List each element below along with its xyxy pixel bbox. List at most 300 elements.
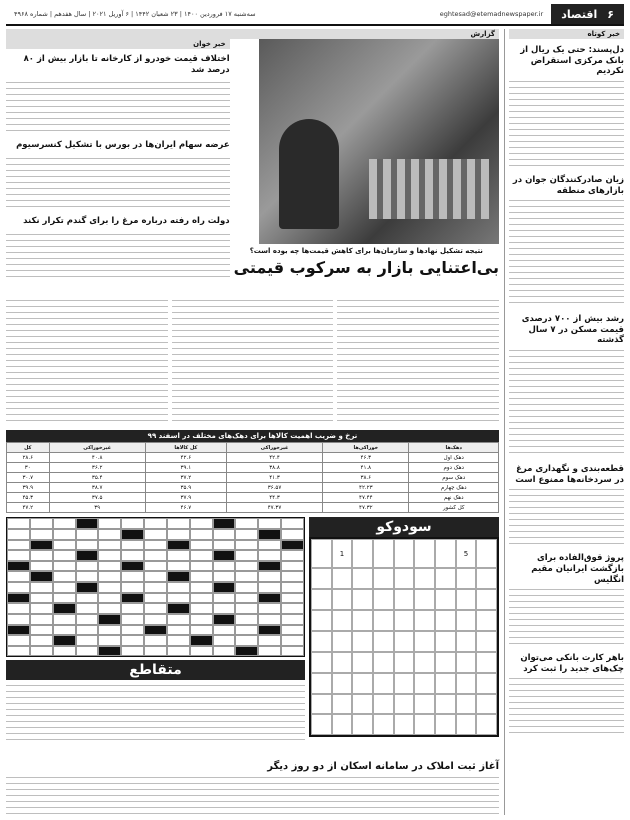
table-header-cell: کل	[7, 443, 50, 453]
crossword-cell	[213, 582, 236, 593]
crossword-cell	[121, 593, 144, 604]
sudoku-cell	[332, 589, 353, 610]
sudoku-cell	[476, 714, 497, 735]
sudoku-cell	[373, 652, 394, 673]
crossword-cell	[76, 540, 99, 551]
crossword-cell	[144, 614, 167, 625]
sudoku-cell	[373, 539, 394, 568]
table-cell: ۲۸.۶	[7, 453, 50, 463]
crossword-cell	[53, 571, 76, 582]
table-body	[7, 453, 499, 513]
table-row	[7, 483, 499, 493]
crossword-clues	[6, 683, 305, 743]
crossword-cell	[30, 571, 53, 582]
crossword-cell	[190, 625, 213, 636]
crossword-cell	[281, 603, 304, 614]
sudoku-cell	[435, 714, 456, 735]
body-text	[509, 487, 624, 547]
sudoku-cell	[311, 631, 332, 652]
crossword-cell	[30, 518, 53, 529]
short-news-title: زیان صادرکنندگان جوان در بازارهای منطقه	[512, 174, 624, 196]
table-row	[7, 453, 499, 463]
crossword-cell	[235, 561, 258, 572]
section-tab	[551, 4, 624, 24]
crossword-cell	[190, 571, 213, 582]
crossword-cell	[258, 529, 281, 540]
page-number: ۶	[607, 7, 614, 21]
crossword-cell	[98, 571, 121, 582]
crossword-cell	[144, 603, 167, 614]
sudoku-cell	[332, 673, 353, 694]
sudoku-cell	[476, 694, 497, 715]
short-news-4	[509, 462, 624, 547]
sudoku-cell	[394, 610, 415, 631]
side-story-title: دولت راه رفته درباره مرغ را برای گندم تکرار نکند	[23, 215, 230, 226]
sudoku-cell	[414, 539, 435, 568]
crossword-cell	[121, 550, 144, 561]
body-text	[509, 587, 624, 647]
crossword-cell	[258, 646, 281, 657]
crossword-cell	[258, 540, 281, 551]
article-body	[337, 298, 499, 426]
bottom-row	[6, 759, 499, 816]
crossword-cell	[281, 571, 304, 582]
body-text	[509, 676, 624, 736]
sudoku-block	[309, 517, 499, 754]
crossword-cell	[235, 625, 258, 636]
crossword-cell	[190, 593, 213, 604]
crossword-cell	[144, 625, 167, 636]
crossword-cell	[190, 614, 213, 625]
crossword-cell	[7, 593, 30, 604]
crossword-cell	[53, 518, 76, 529]
table-header-cell: غیرخوراکی	[49, 443, 145, 453]
crossword-cell	[258, 550, 281, 561]
sudoku-cell	[373, 631, 394, 652]
table-cell: ۳۸.۷	[49, 483, 145, 493]
sudoku-cell	[435, 568, 456, 589]
side-story-title: عرضه سهام ایران‌ها در بورس با تشکیل کنسرسیوم	[16, 140, 230, 151]
table-cell: ۳۵.۴	[49, 473, 145, 483]
crossword-cell	[7, 518, 30, 529]
crossword-cell	[258, 593, 281, 604]
crossword-cell	[30, 550, 53, 561]
crossword-cell	[235, 529, 258, 540]
table-cell: دهک سوم	[409, 473, 499, 483]
crossword-cell	[98, 550, 121, 561]
sudoku-cell	[456, 589, 477, 610]
crossword-cell	[167, 529, 190, 540]
crossword-cell	[235, 550, 258, 561]
table-header-cell: غیرخوراکی	[226, 443, 322, 453]
crossword-cell	[7, 561, 30, 572]
crossword-title: متقاطع	[6, 660, 305, 680]
table-header-cell: کل کالاها	[145, 443, 226, 453]
sudoku-title: سودوکو	[309, 517, 499, 537]
sudoku-cell	[456, 652, 477, 673]
sudoku-cell	[332, 631, 353, 652]
sudoku-cell	[352, 694, 373, 715]
date-line: سه‌شنبه ۱۷ فروردین ۱۴۰۰ | ۲۳ شعبان ۱۴۴۲ | ۶ آوریل ۲۰۲۱ | سال هفدهم | شماره ۴۹۶۸	[14, 10, 256, 18]
side-stories	[6, 39, 230, 294]
masthead	[6, 4, 624, 26]
sudoku-cell	[394, 694, 415, 715]
crossword-cell	[235, 603, 258, 614]
article-body	[6, 298, 168, 426]
sudoku-grid	[309, 537, 499, 737]
crossword-cell	[121, 561, 144, 572]
table-cell: ۴۶.۷	[145, 503, 226, 513]
crossword-cell	[7, 646, 30, 657]
crossword-cell	[190, 518, 213, 529]
table-cell: ۳۹	[49, 503, 145, 513]
sudoku-cell	[311, 652, 332, 673]
sudoku-cell	[414, 673, 435, 694]
crossword-cell	[167, 593, 190, 604]
crossword-grid	[6, 517, 305, 657]
table-cell: ۴۵.۳	[7, 493, 50, 503]
crossword-cell	[76, 646, 99, 657]
crossword-cell	[98, 582, 121, 593]
crossword-cell	[7, 540, 30, 551]
crossword-cell	[235, 593, 258, 604]
crossword-cell	[258, 571, 281, 582]
sudoku-cell	[435, 610, 456, 631]
mid-row	[6, 298, 499, 426]
table-cell: ۴۷.۴۴	[323, 493, 409, 503]
table-cell: ۴۷.۳۷	[226, 503, 322, 513]
short-news-2	[509, 173, 624, 308]
crossword-cell	[53, 550, 76, 561]
bottom-article	[6, 759, 499, 816]
short-news-title: دل‌پسند: حتی یک ریال از بانک مرکزی استقراض نکردیم	[520, 45, 624, 77]
short-news-title: قطعه‌بندی و نگهداری مرغ در سردخانه‌ها ممنوع است	[515, 464, 624, 485]
crossword-cell	[167, 518, 190, 529]
sudoku-cell	[456, 568, 477, 589]
main-headline: بی‌اعتنایی بازار به سرکوب قیمتی	[233, 258, 499, 277]
table-cell: ۴۷.۳۲	[323, 503, 409, 513]
crossword-cell	[281, 635, 304, 646]
sudoku-cell	[332, 694, 353, 715]
table-cell: ۳۶.۲	[49, 463, 145, 473]
crossword-cell	[121, 635, 144, 646]
sudoku-cell	[414, 610, 435, 631]
crossword-cell	[98, 529, 121, 540]
crossword-cell	[190, 529, 213, 540]
right-column	[504, 29, 624, 815]
sudoku-cell	[332, 652, 353, 673]
sudoku-cell	[476, 610, 497, 631]
crossword-cell	[98, 603, 121, 614]
crossword-cell	[258, 582, 281, 593]
crossword-cell	[7, 614, 30, 625]
crossword-cell	[235, 635, 258, 646]
crossword-cell	[144, 561, 167, 572]
table-cell: ۴۲.۴	[226, 453, 322, 463]
table-row	[7, 503, 499, 513]
crossword-cell	[98, 518, 121, 529]
sudoku-cell	[332, 610, 353, 631]
crossword-cell	[53, 561, 76, 572]
crossword-cell	[121, 582, 144, 593]
crossword-cell	[121, 614, 144, 625]
crossword-cell	[98, 646, 121, 657]
market-photo	[259, 39, 499, 244]
crossword-cell	[98, 614, 121, 625]
sudoku-cell	[435, 539, 456, 568]
crossword-cell	[281, 550, 304, 561]
crossword-cell	[235, 614, 258, 625]
table-cell: دهک دوم	[409, 463, 499, 473]
table-cell: ۴۱.۳	[226, 473, 322, 483]
crossword-cell	[258, 625, 281, 636]
sudoku-cell	[414, 652, 435, 673]
crossword-cell	[167, 561, 190, 572]
crossword-cell	[53, 582, 76, 593]
crossword-cell	[76, 582, 99, 593]
crossword-cell	[30, 582, 53, 593]
crossword-cell	[213, 518, 236, 529]
crossword-cell	[258, 614, 281, 625]
crossword-cell	[190, 603, 213, 614]
short-news-title: باهر کارت بانکی می‌توان چک‌های جدید را ثبت کرد	[520, 653, 624, 674]
table-cell: ۳۵.۹	[145, 483, 226, 493]
sudoku-cell	[414, 589, 435, 610]
right-column-label: خبر کوتاه	[509, 29, 624, 39]
crossword-cell	[281, 518, 304, 529]
index-table	[6, 442, 499, 513]
crossword-cell	[53, 593, 76, 604]
lead-story	[234, 39, 499, 294]
crossword-cell	[121, 646, 144, 657]
table-cell: ۳۷.۲	[145, 473, 226, 483]
crossword-cell	[144, 529, 167, 540]
main-column	[6, 29, 499, 815]
table-row	[7, 473, 499, 483]
table-header-cell: دهک‌ها	[409, 443, 499, 453]
table-cell: ۳۹.۱	[145, 463, 226, 473]
crossword-cell	[98, 540, 121, 551]
sudoku-cell	[456, 673, 477, 694]
crossword-cell	[98, 625, 121, 636]
table-cell: ۴۶.۳	[323, 453, 409, 463]
crossword-cell	[281, 529, 304, 540]
crossword-cell	[53, 635, 76, 646]
crossword-cell	[258, 603, 281, 614]
crossword-cell	[167, 571, 190, 582]
crossword-cell	[235, 582, 258, 593]
table-cell: ۴۰.۸	[49, 453, 145, 463]
crossword-cell	[235, 646, 258, 657]
crossword-cell	[213, 614, 236, 625]
crossword-cell	[76, 614, 99, 625]
sudoku-cell	[352, 539, 373, 568]
crossword-cell	[167, 635, 190, 646]
sudoku-cell	[414, 694, 435, 715]
site-address: eghtesad@etemadnewspaper.ir	[439, 10, 544, 18]
sudoku-cell	[394, 673, 415, 694]
crossword-cell	[213, 571, 236, 582]
short-news-6	[509, 651, 624, 736]
crossword-cell	[281, 646, 304, 657]
crossword-cell	[190, 646, 213, 657]
crossword-cell	[30, 529, 53, 540]
sudoku-cell	[476, 589, 497, 610]
crossword-cell	[30, 646, 53, 657]
table-cell: دهک چهارم	[409, 483, 499, 493]
body-text	[509, 348, 624, 458]
crossword-cell	[190, 635, 213, 646]
sudoku-cell	[311, 673, 332, 694]
sudoku-cell	[435, 694, 456, 715]
crossword-cell	[144, 540, 167, 551]
crossword-cell	[281, 625, 304, 636]
crossword-cell	[167, 614, 190, 625]
crossword-cell	[7, 582, 30, 593]
crossword-cell	[281, 582, 304, 593]
sudoku-cell	[373, 610, 394, 631]
table-cell: ۳۸.۶	[323, 473, 409, 483]
photo-caption: نتیجه تشکیل نهادها و سازمان‌ها برای کاهش قیمت‌ها چه بوده است؟	[249, 247, 483, 255]
crossword-cell	[76, 571, 99, 582]
crossword-cell	[30, 625, 53, 636]
crossword-cell	[76, 593, 99, 604]
crossword-cell	[76, 625, 99, 636]
sudoku-cell	[373, 694, 394, 715]
table-title: نرخ و ضریب اهمیت کالاها برای دهک‌های مختلف در اسفند ۹۹	[6, 430, 499, 442]
sudoku-cell	[414, 631, 435, 652]
crossword-cell	[258, 518, 281, 529]
sudoku-cell	[456, 631, 477, 652]
crossword-cell	[258, 561, 281, 572]
crossword-cell	[144, 582, 167, 593]
crossword-cell	[53, 614, 76, 625]
body-text	[509, 79, 624, 169]
sudoku-cell	[311, 610, 332, 631]
sudoku-cell	[352, 652, 373, 673]
table-header-row	[7, 443, 499, 453]
table-cell: ۴۷.۲	[7, 503, 50, 513]
crossword-cell	[121, 571, 144, 582]
crossword-cell	[213, 550, 236, 561]
crossword-cell	[121, 625, 144, 636]
sudoku-cell	[394, 568, 415, 589]
sudoku-cell	[456, 694, 477, 715]
table-cell: ۳۷.۹	[145, 493, 226, 503]
sudoku-cell	[352, 631, 373, 652]
crossword-cell	[213, 603, 236, 614]
table-cell: ۳۷.۵	[49, 493, 145, 503]
crossword-cell	[167, 625, 190, 636]
crossword-cell	[53, 646, 76, 657]
sudoku-cell: 5	[456, 539, 477, 568]
sudoku-cell	[414, 568, 435, 589]
sudoku-cell	[476, 631, 497, 652]
crossword-cell	[53, 540, 76, 551]
crossword-cell	[7, 529, 30, 540]
sudoku-cell	[373, 589, 394, 610]
masthead-info	[6, 10, 551, 18]
sudoku-cell	[394, 652, 415, 673]
crossword-cell	[235, 571, 258, 582]
crossword-cell	[213, 625, 236, 636]
crossword-cell	[98, 561, 121, 572]
table-cell: ۴۱.۸	[323, 463, 409, 473]
sudoku-cell	[435, 589, 456, 610]
crossword-cell	[121, 540, 144, 551]
bottom-title: آغاز ثبت املاک در سامانه اسکان از دو روز دیگر	[267, 760, 499, 772]
crossword-cell	[144, 646, 167, 657]
crossword-cell	[7, 635, 30, 646]
sudoku-cell	[352, 714, 373, 735]
crossword-cell	[30, 603, 53, 614]
sudoku-cell	[311, 568, 332, 589]
crossword-cell	[144, 635, 167, 646]
crossword-cell	[53, 603, 76, 614]
crossword-block	[6, 517, 305, 754]
sudoku-cell	[476, 568, 497, 589]
sudoku-cell	[476, 539, 497, 568]
sudoku-cell	[456, 714, 477, 735]
crossword-cell	[213, 593, 236, 604]
short-news-title: رشد بیش از ۷۰۰ درصدی قیمت مسکن در ۷ سال گذشته	[521, 314, 624, 346]
table-cell: ۳۸.۸	[226, 463, 322, 473]
crossword-cell	[30, 593, 53, 604]
report-label: گزارش	[6, 29, 499, 39]
table-cell: ۳۹.۹	[7, 483, 50, 493]
crossword-cell	[76, 603, 99, 614]
crossword-cell	[7, 625, 30, 636]
table-cell: ۳۶.۵۷	[226, 483, 322, 493]
short-news-5	[509, 551, 624, 647]
crossword-cell	[98, 593, 121, 604]
side-story-title: اختلاف قیمت خودرو از کارخانه تا بازار بیش از ۸۰ درصد شد	[23, 54, 230, 75]
section-title: اقتصاد	[561, 7, 598, 21]
sudoku-cell	[352, 568, 373, 589]
crossword-cell	[7, 550, 30, 561]
crossword-cell	[258, 635, 281, 646]
table-cell: دهک اول	[409, 453, 499, 463]
sudoku-cell	[476, 673, 497, 694]
crossword-cell	[167, 603, 190, 614]
body-text	[509, 198, 624, 308]
crossword-cell	[144, 550, 167, 561]
sudoku-cell	[373, 568, 394, 589]
side-label: خبر خوان	[6, 39, 230, 49]
body-text	[6, 775, 499, 815]
sudoku-cell	[394, 539, 415, 568]
crossword-cell	[144, 518, 167, 529]
crossword-cell	[76, 635, 99, 646]
crossword-cell	[167, 550, 190, 561]
short-news-3	[509, 312, 624, 458]
crossword-cell	[144, 571, 167, 582]
crossword-cell	[190, 540, 213, 551]
table-cell: ۳۰	[7, 463, 50, 473]
crossword-cell	[213, 635, 236, 646]
crossword-cell	[76, 529, 99, 540]
crossword-cell	[30, 561, 53, 572]
sudoku-cell	[435, 673, 456, 694]
crossword-cell	[213, 646, 236, 657]
short-news-1	[509, 43, 624, 169]
table-cell: ۴۲.۲۳	[323, 483, 409, 493]
crossword-cell	[213, 529, 236, 540]
sudoku-cell	[435, 652, 456, 673]
table-header-cell: خوراکی‌ها	[323, 443, 409, 453]
crossword-cell	[144, 593, 167, 604]
crossword-cell	[30, 614, 53, 625]
